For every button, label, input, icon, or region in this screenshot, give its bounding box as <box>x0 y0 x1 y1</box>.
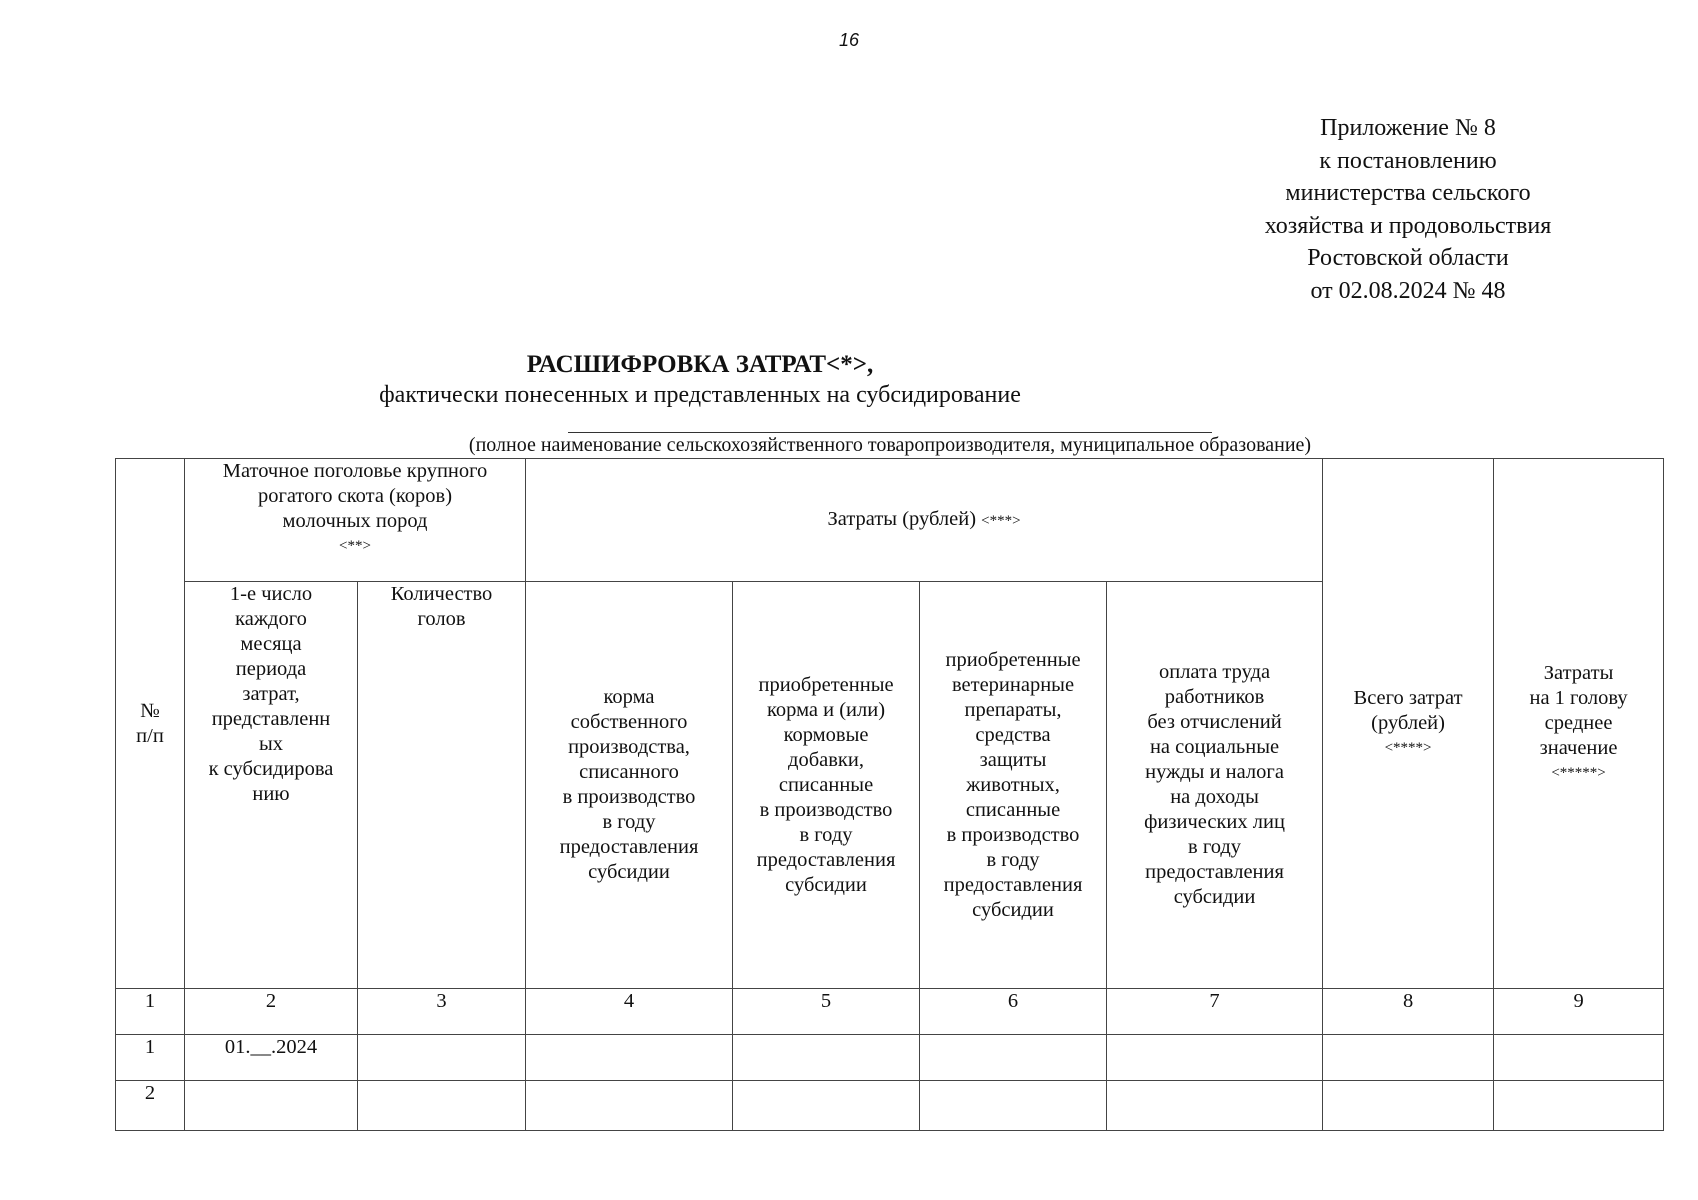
table-row <box>116 1035 1664 1081</box>
costs-table <box>115 458 1664 1131</box>
table-cell <box>526 1081 733 1131</box>
header-per-head <box>1494 459 1664 989</box>
appendix-line: министерства сельского <box>1285 180 1531 206</box>
table-cell: 01.__.2024 <box>185 1035 358 1081</box>
header-livestock-group <box>185 459 526 582</box>
header-vet: приобретенные ветеринарные препараты, средства защиты животных, списанные в производство в году предоставления субсидии <box>920 582 1107 989</box>
table-cell <box>1323 1035 1494 1081</box>
appendix-line: Приложение № 8 <box>1320 115 1496 141</box>
header-per-head-label: Затраты на 1 голову среднее значение <box>1529 662 1628 759</box>
header-costs-label: Затраты (рублей) <box>827 507 977 530</box>
appendix-line: от 02.08.2024 № 48 <box>1310 277 1506 304</box>
table-cell <box>733 1035 920 1081</box>
table-cell <box>358 1035 526 1081</box>
table-cell: 2 <box>116 1081 185 1131</box>
table-cell <box>920 1035 1107 1081</box>
header-total-label: Всего затрат (рублей) <box>1353 687 1463 734</box>
header-total <box>1323 459 1494 989</box>
table-row <box>116 1081 1664 1131</box>
appendix-line: к постановлению <box>1319 147 1497 174</box>
header-livestock-label: Маточное поголовье крупного рогатого скота (коров) молочных пород <box>222 460 488 532</box>
column-number: 7 <box>1107 989 1323 1035</box>
column-number: 3 <box>358 989 526 1035</box>
table-cell <box>1323 1081 1494 1131</box>
document-subtitle: фактически понесенных и представленных на субсидирование <box>379 382 1021 408</box>
table-cell <box>920 1081 1107 1131</box>
table-cell <box>1107 1035 1323 1081</box>
table-cell <box>1494 1035 1664 1081</box>
page-number: 16 <box>838 30 860 50</box>
blank-caption: (полное наименование сельскохозяйственного товаропроизводителя, муниципальное образование) <box>468 434 1312 456</box>
header-livestock-mark: <**> <box>339 538 371 554</box>
table-cell <box>733 1081 920 1131</box>
column-number: 1 <box>116 989 185 1035</box>
table-cell <box>358 1081 526 1131</box>
header-per-head-mark: <*****> <box>1551 765 1606 781</box>
header-costs-mark: <***> <box>981 512 1021 529</box>
header-heads-col: Количество голов <box>358 582 526 989</box>
appendix-block <box>1188 112 1628 307</box>
header-total-mark: <****> <box>1384 740 1432 756</box>
header-bought-feed: приобретенные корма и (или) кормовые добавки, списанные в производство в году предоставления субсидии <box>733 582 920 989</box>
header-labor: оплата труда работников без отчислений на социальные нужды и налога на доходы физических лиц в году предоставления субсидии <box>1107 582 1323 989</box>
table-cell: 1 <box>116 1035 185 1081</box>
table-cell <box>526 1035 733 1081</box>
column-number: 2 <box>185 989 358 1035</box>
header-row-groups <box>116 459 1664 582</box>
header-date-col: 1-е число каждого месяца периода затрат, представленн ых к субсидирова нию <box>185 582 358 989</box>
column-number: 6 <box>920 989 1107 1035</box>
table-cell <box>185 1081 358 1131</box>
appendix-line: Ростовской области <box>1307 245 1509 271</box>
table-cell <box>1107 1081 1323 1131</box>
header-costs-group <box>526 459 1323 582</box>
document-title: РАСШИФРОВКА ЗАТРАТ<*>, <box>526 351 874 378</box>
header-num: № п/п <box>116 459 185 989</box>
column-numbers-row <box>116 989 1664 1035</box>
header-own-feed: корма собственного производства, списанного в производство в году предоставления субсидии <box>526 582 733 989</box>
column-number: 5 <box>733 989 920 1035</box>
appendix-line: хозяйства и продовольствия <box>1264 212 1552 239</box>
column-number: 4 <box>526 989 733 1035</box>
table-cell <box>1494 1081 1664 1131</box>
column-number: 8 <box>1323 989 1494 1035</box>
column-number: 9 <box>1494 989 1664 1035</box>
